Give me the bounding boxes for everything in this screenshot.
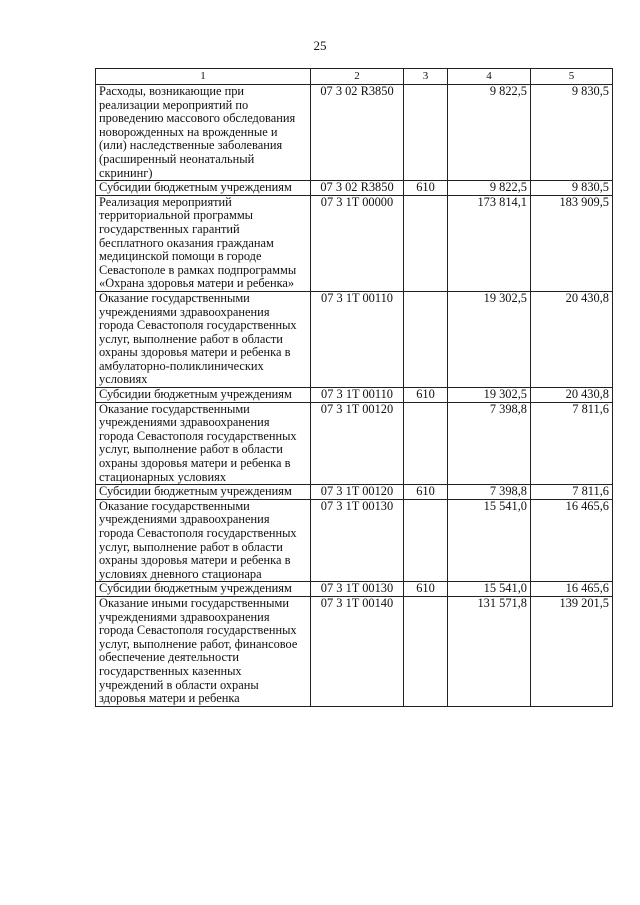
target-code-cell: 07 3 1T 00000 bbox=[311, 195, 404, 291]
target-code-cell: 07 3 1T 00120 bbox=[311, 402, 404, 485]
amount-col5-cell: 7 811,6 bbox=[531, 485, 613, 500]
expense-kind-cell bbox=[404, 402, 448, 485]
amount-col4-cell: 131 571,8 bbox=[448, 596, 531, 706]
column-header-1: 1 bbox=[96, 69, 311, 85]
amount-col4-cell: 7 398,8 bbox=[448, 402, 531, 485]
expense-name-cell: Субсидии бюджетным учреждениям bbox=[96, 485, 311, 500]
expense-name-cell: Оказание государственными учреждениями здравоохранения города Севастополя государственных услуг, выполнение работ в области охраны здоровья матери и ребенка в амбулаторно-поликлинических условиях bbox=[96, 291, 311, 387]
expense-name-cell: Субсидии бюджетным учреждениям bbox=[96, 181, 311, 196]
target-code-cell: 07 3 02 R3850 bbox=[311, 181, 404, 196]
amount-col5-cell: 16 465,6 bbox=[531, 499, 613, 582]
expense-name-cell: Оказание государственными учреждениями здравоохранения города Севастополя государственных услуг, выполнение работ в области охраны здоровья матери и ребенка в условиях дневного стационара bbox=[96, 499, 311, 582]
table-row bbox=[96, 402, 613, 485]
amount-col4-cell: 15 541,0 bbox=[448, 582, 531, 597]
amount-col5-cell: 9 830,5 bbox=[531, 181, 613, 196]
target-code-cell: 07 3 1T 00140 bbox=[311, 596, 404, 706]
amount-col5-cell: 20 430,8 bbox=[531, 388, 613, 403]
expense-name-cell: Реализация мероприятий территориальной программы государственных гарантий бесплатного оказания гражданам медицинской помощи в городе Севастополе в рамках подпрограммы «Охрана здоровья матери и ребенка» bbox=[96, 195, 311, 291]
amount-col4-cell: 7 398,8 bbox=[448, 485, 531, 500]
target-code-cell: 07 3 02 R3850 bbox=[311, 85, 404, 181]
column-header-5: 5 bbox=[531, 69, 613, 85]
expense-kind-cell bbox=[404, 499, 448, 582]
budget-table bbox=[95, 68, 613, 707]
table-row bbox=[96, 582, 613, 597]
amount-col4-cell: 9 822,5 bbox=[448, 181, 531, 196]
amount-col4-cell: 19 302,5 bbox=[448, 291, 531, 387]
table-header-row bbox=[96, 69, 613, 85]
expense-name-cell: Субсидии бюджетным учреждениям bbox=[96, 582, 311, 597]
amount-col4-cell: 9 822,5 bbox=[448, 85, 531, 181]
amount-col5-cell: 9 830,5 bbox=[531, 85, 613, 181]
expense-kind-cell bbox=[404, 291, 448, 387]
table-row bbox=[96, 291, 613, 387]
expense-kind-cell bbox=[404, 195, 448, 291]
target-code-cell: 07 3 1T 00110 bbox=[311, 388, 404, 403]
expense-kind-cell bbox=[404, 596, 448, 706]
expense-name-cell: Субсидии бюджетным учреждениям bbox=[96, 388, 311, 403]
page-number: 25 bbox=[313, 38, 327, 53]
expense-kind-cell: 610 bbox=[404, 181, 448, 196]
table-row bbox=[96, 499, 613, 582]
amount-col4-cell: 15 541,0 bbox=[448, 499, 531, 582]
target-code-cell: 07 3 1T 00110 bbox=[311, 291, 404, 387]
expense-kind-cell bbox=[404, 85, 448, 181]
expense-kind-cell: 610 bbox=[404, 582, 448, 597]
amount-col5-cell: 20 430,8 bbox=[531, 291, 613, 387]
target-code-cell: 07 3 1T 00130 bbox=[311, 582, 404, 597]
expense-name-cell: Оказание иными государственными учреждениями здравоохранения города Севастополя государственных услуг, выполнение работ, финансовое обеспечение деятельности государственных казенных учреждений в области охраны здоровья матери и ребенка bbox=[96, 596, 311, 706]
amount-col5-cell: 7 811,6 bbox=[531, 402, 613, 485]
target-code-cell: 07 3 1T 00120 bbox=[311, 485, 404, 500]
expense-name-cell: Оказание государственными учреждениями здравоохранения города Севастополя государственных услуг, выполнение работ в области охраны здоровья матери и ребенка в стационарных условиях bbox=[96, 402, 311, 485]
table-row bbox=[96, 485, 613, 500]
table-row bbox=[96, 181, 613, 196]
expense-kind-cell: 610 bbox=[404, 388, 448, 403]
column-header-3: 3 bbox=[404, 69, 448, 85]
table-row bbox=[96, 85, 613, 181]
amount-col5-cell: 183 909,5 bbox=[531, 195, 613, 291]
table-row bbox=[96, 195, 613, 291]
amount-col5-cell: 139 201,5 bbox=[531, 596, 613, 706]
column-header-2: 2 bbox=[311, 69, 404, 85]
target-code-cell: 07 3 1T 00130 bbox=[311, 499, 404, 582]
expense-kind-cell: 610 bbox=[404, 485, 448, 500]
column-header-4: 4 bbox=[448, 69, 531, 85]
table-row bbox=[96, 388, 613, 403]
table-row bbox=[96, 596, 613, 706]
amount-col4-cell: 173 814,1 bbox=[448, 195, 531, 291]
amount-col5-cell: 16 465,6 bbox=[531, 582, 613, 597]
amount-col4-cell: 19 302,5 bbox=[448, 388, 531, 403]
expense-name-cell: Расходы, возникающие при реализации мероприятий по проведению массового обследования новорожденных на врожденные и (или) наследственные заболевания (расширенный неонатальный скрининг) bbox=[96, 85, 311, 181]
